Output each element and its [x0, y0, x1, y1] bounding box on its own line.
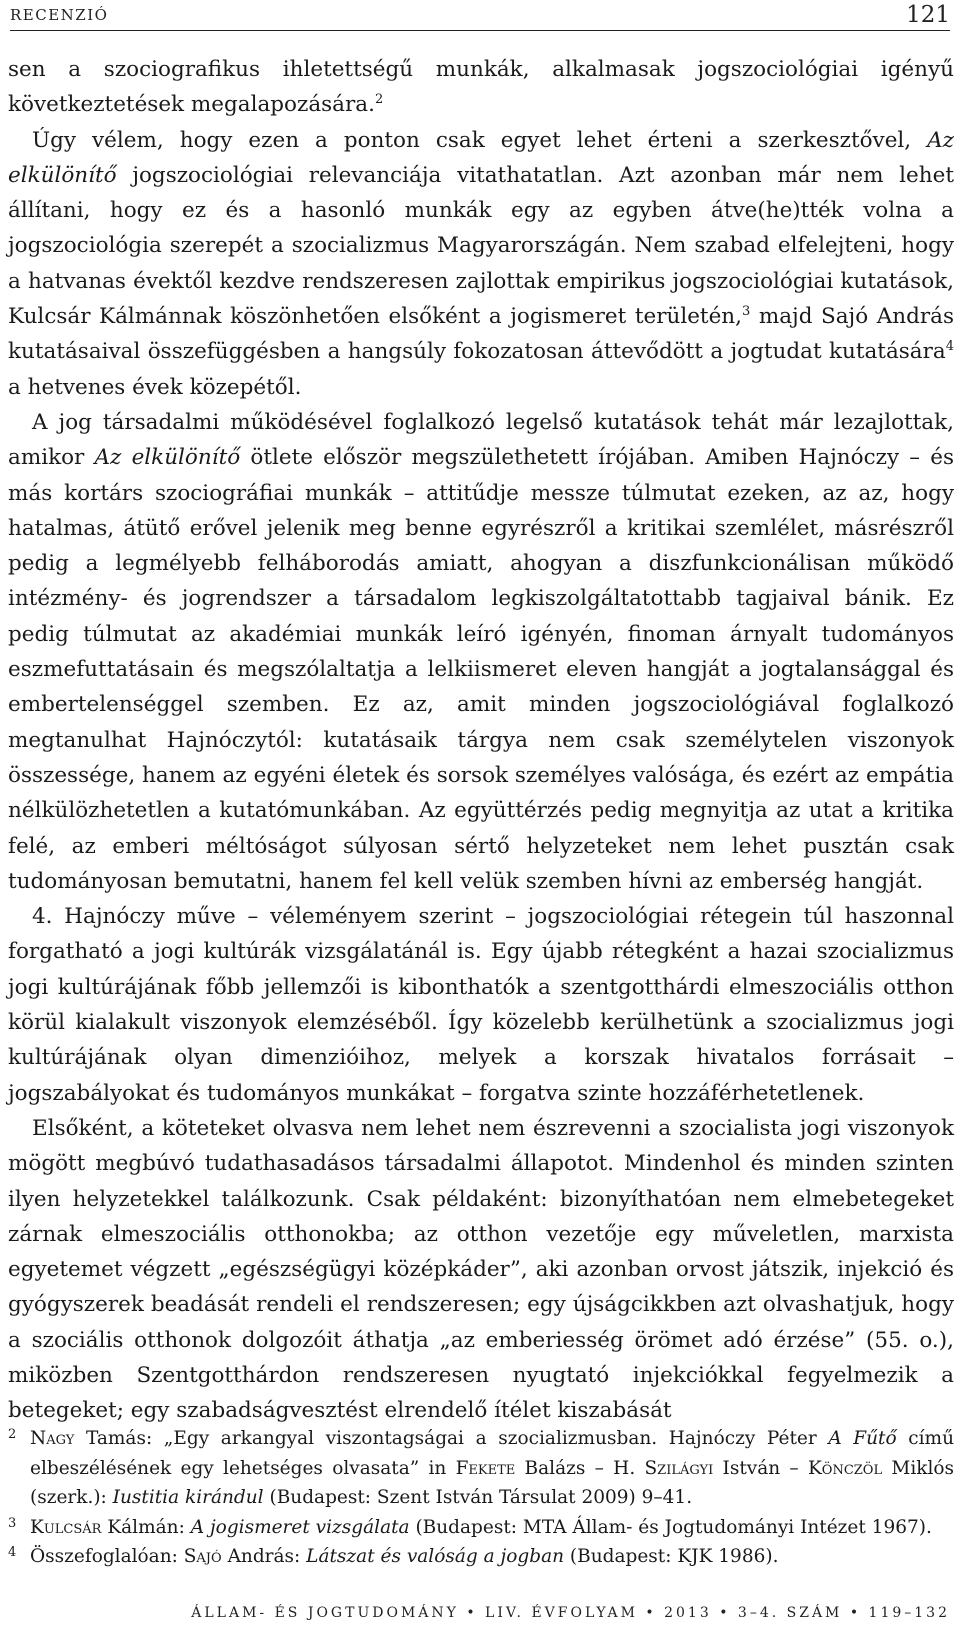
running-head: RECENZIÓ [10, 6, 109, 24]
paragraph-5: Elsőként, a köteteket olvasva nem lehet nem észrevenni a szocialista jogi viszonyok mögött megbúvó tudathasadásos társadalmi állapotot. Mindenhol és minden szinten ilyen helyzetekkel találkozunk. Csak példaként: bizonyíthatóan nem elmebetegeket zárnak elmeszociális otthonokba; az otthon vezetője egy műveletlen, marxista egyetemet végzett „egészségügyi középkáder”, aki azonban orvost játszik, injekció és gyógyszerek beadását rendeli el rendszeresen; egy újságcikkben azt olvashatjuk, hogy a szociális otthonok dolgozóit áthatja „az emberiesség örömet adó érzése” (55. o.), miközben Szentgotthárdon rendszeresen nyugtató injekciókkal fegyelmezik a betegeket; egy szabadságvesztést elrendelő ítélet kiszabását [8, 1115, 954, 1424]
journal-footer: ÁLLAM- ÉS JOGTUDOMÁNY • LIV. ÉVFOLYAM • 2013 • 3–4. SZÁM • 119–132 [191, 1605, 950, 1621]
book-title: Az elkülönítő [8, 127, 954, 188]
article-body [8, 52, 954, 1429]
footnote-ref-2[interactable]: 2 [374, 92, 384, 108]
paragraph-2: Úgy vélem, hogy ezen a ponton csak egyet lehet érteni a szerkesztővel, Az elkülönítő jogszociológiai relevanciája vitathatatlan. Azt azonban már nem lehet állítani, hogy ez és a hasonló munkák egy az egyben átve(he)tték volna a jogszociológia szerepét a szocializmus Magyarországán. Nem szabad elfelejteni, hogy a hatvanas évektől kezdve rendszeresen zajlottak empirikus jogszociológiai kutatások, Kulcsár Kálmánnak köszönhetően elsőként a jogismeret területén,$^3$ majd Sajó András kutatásaival összefüggésben a hangsúly fokozatosan áttevődött a jogtudat kutatására$^4$ a hetvenes évek közepétől. [8, 127, 954, 400]
paragraph-1: sen a szociografikus ihletettségű munkák, alkalmasak jogszociológiai igényű következtetések megalapozására.$^2$ [8, 57, 954, 118]
book-title: Az elkülönítő [94, 445, 241, 471]
footnote-4: 4 Összefoglalóan: Sajó András: Látszat és valóság a jogban (Budapest: KJK 1986). [8, 1545, 779, 1567]
paragraph-3: A jog társadalmi működésével foglalkozó legelső kutatások tehát már lezajlottak, amikor Az elkülönítő ötlete először megszülethetett írójában. Amiben Hajnóczy – és más kortárs szociográfiai munkák – attitűdje messze túlmutat ezeken, az az, hogy hatalmas, átütő erővel jelenik meg benne egyrészről a kritikai szemlélet, másrészről pedig a legmélyebb felháborodás amiatt, ahogyan a diszfunkcionálisan működő intézmény- és jogrendszer a társadalom legkiszolgáltatottabb tagjaival bánik. Ez pedig túlmutat az akadémiai munkák leíró igényén, finoman árnyalt tudományos eszmefuttatásain és megszólaltatja a lelkiismeret eleven hangját a jogtalansággal és embertelenséggel szemben. Ez az, amit minden jogszociológiával foglalkozó megtanulhat Hajnóczytól: kutatásaik tárgya nem csak személytelen viszonyok összessége, hanem az egyéni életek és sorsok személyes valósága, és ezért az empátia nélkülözhetetlen a kutatómunkában. Az együttérzés pedig megnyitja az utat a kritika felé, az emberi méltóságot súlyosan sértő helyzeteket nem lehet pusztán csak tudományosan bemutatni, hanem fel kell velük szemben hívni az emberség hangját. [8, 409, 954, 894]
footnote-ref-3[interactable]: 3 [741, 303, 751, 319]
footnote-3: 3 Kulcsár Kálmán: A jogismeret vizsgálata (Budapest: MTA Állam- és Jogtudományi Intézet 1967). [8, 1515, 932, 1538]
page-number: 121 [906, 2, 950, 28]
footnote-2: 2 Nagy Tamás: „Egy arkangyal viszontagságai a szocializmusban. Hajnóczy Péter A Fűtő című elbeszélésének egy lehetséges olvasata” in Fekete Balázs – H. Szilágyi István – Könczöl Miklós (szerk.): Iustitia kirándul (Budapest: Szent István Társulat 2009) 9–41. [8, 1427, 954, 1508]
page-header [10, 0, 950, 31]
footnote-ref-4[interactable]: 4 [945, 339, 954, 355]
paragraph-4: 4. Hajnóczy műve – véleményem szerint – jogszociológiai rétegein túl haszonnal forgatható a jogi kultúrák vizsgálatánál is. Egy újabb rétegként a hazai szocializmus jogi kultúrájának főbb jellemzői is kibonthatók a szentgotthárdi elmeszociális otthon körül kialakult viszonyok elemzéséből. Így közelebb kerülhetünk a szocializmus jogi kultúrájának olyan dimenzióihoz, melyek a korszak hivatalos forrásait – jogszabályokat és tudományos munkákat – forgatva szinte hozzáférhetetlenek. [8, 904, 954, 1106]
footnotes [8, 1424, 954, 1572]
